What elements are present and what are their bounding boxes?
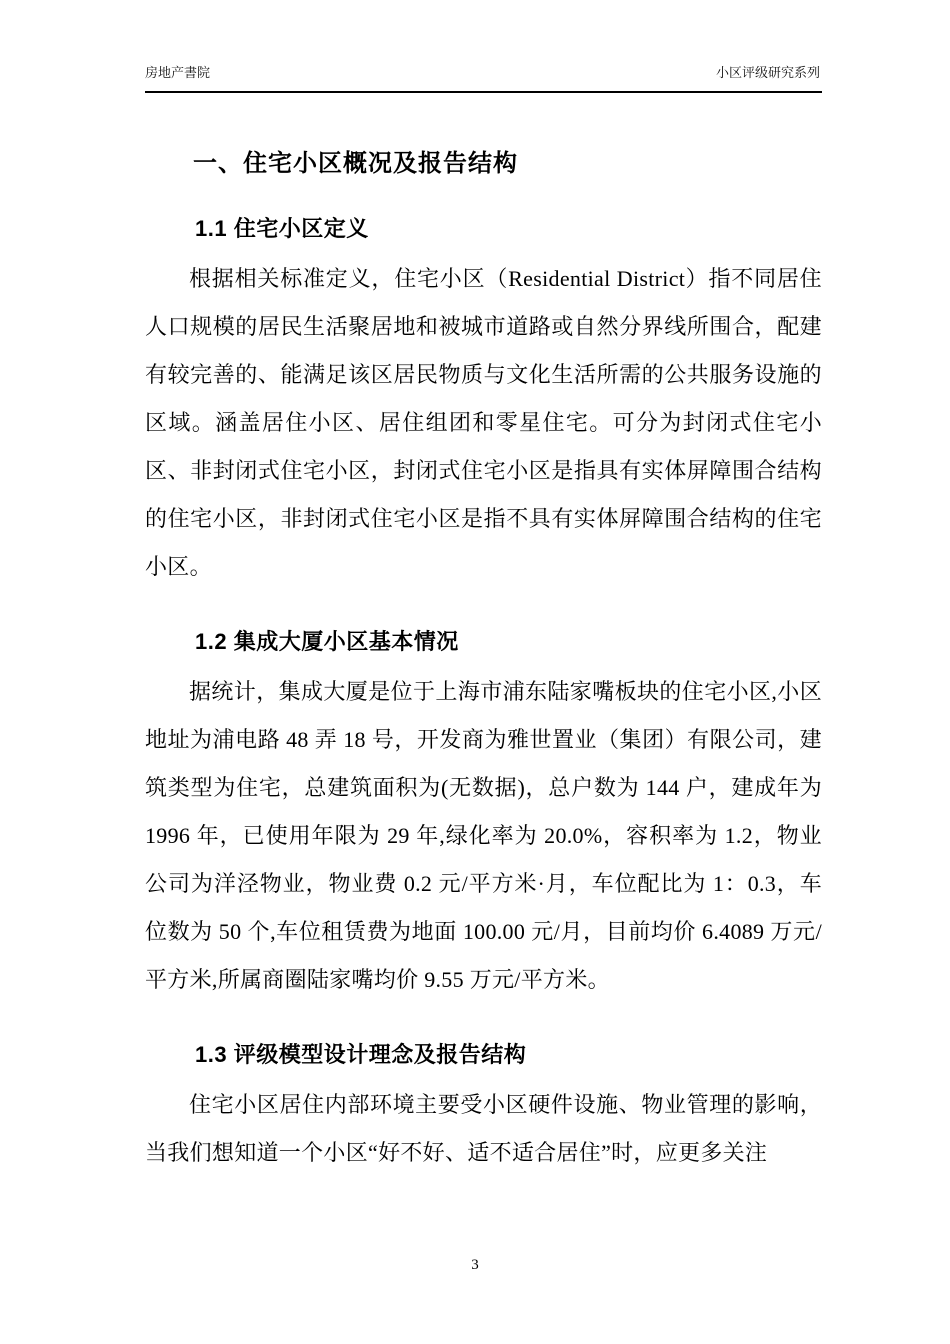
page-number: 3 xyxy=(471,1257,479,1273)
section-1-3-paragraph: 住宅小区居住内部环境主要受小区硬件设施、物业管理的影响，当我们想知道一个小区“好不好、适不适合居住”时，应更多关注 xyxy=(145,1092,822,1165)
document-footer xyxy=(0,1257,950,1274)
chapter-title: 一、住宅小区概况及报告结构 xyxy=(193,150,518,177)
section-1-2-paragraph: 据统计，集成大厦是位于上海市浦东陆家嘴板块的住宅小区,小区地址为浦电路 48 弄 18 号，开发商为雅世置业（集团）有限公司，建筑类型为住宅，总建筑面积为(无数据)，总户数为 144 户，建成年为 1996 年，已使用年限为 29 年,绿化率为 20.0%，容积率为 1.2，物业公司为洋泾物业，物业费 0.2 元/平方米·月，车位配比为 1：0.3，车位数为 50 个,车位租赁费为地面 100.00 元/月，目前均价 6.4089 万元/平方米,所属商圈陆家嘴均价 9.55 万元/平方米。 xyxy=(145,679,822,992)
section-1-2-title: 1.2 集成大厦小区基本情况 xyxy=(195,629,459,654)
header-right-label: 小区评级研究系列 xyxy=(715,65,820,80)
section-1-1-paragraph: 根据相关标准定义，住宅小区（Residential District）指不同居住人口规模的居民生活聚居地和被城市道路或自然分界线所围合，配建有较完善的、能满足该区居民物质与文化生活所需的公共服务设施的区域。涵盖居住小区、居住组团和零星住宅。可分为封闭式住宅小区、非封闭式住宅小区，封闭式住宅小区是指具有实体屏障围合结构的住宅小区，非封闭式住宅小区是指不具有实体屏障围合结构的住宅小区。 xyxy=(145,266,822,579)
header-divider xyxy=(145,91,822,93)
document-header xyxy=(0,0,950,91)
document-body xyxy=(0,143,950,1177)
header-left-label: 房地产書院 xyxy=(145,65,211,80)
section-1-1-title: 1.1 住宅小区定义 xyxy=(195,216,369,241)
section-1-3-title: 1.3 评级模型设计理念及报告结构 xyxy=(195,1042,527,1067)
